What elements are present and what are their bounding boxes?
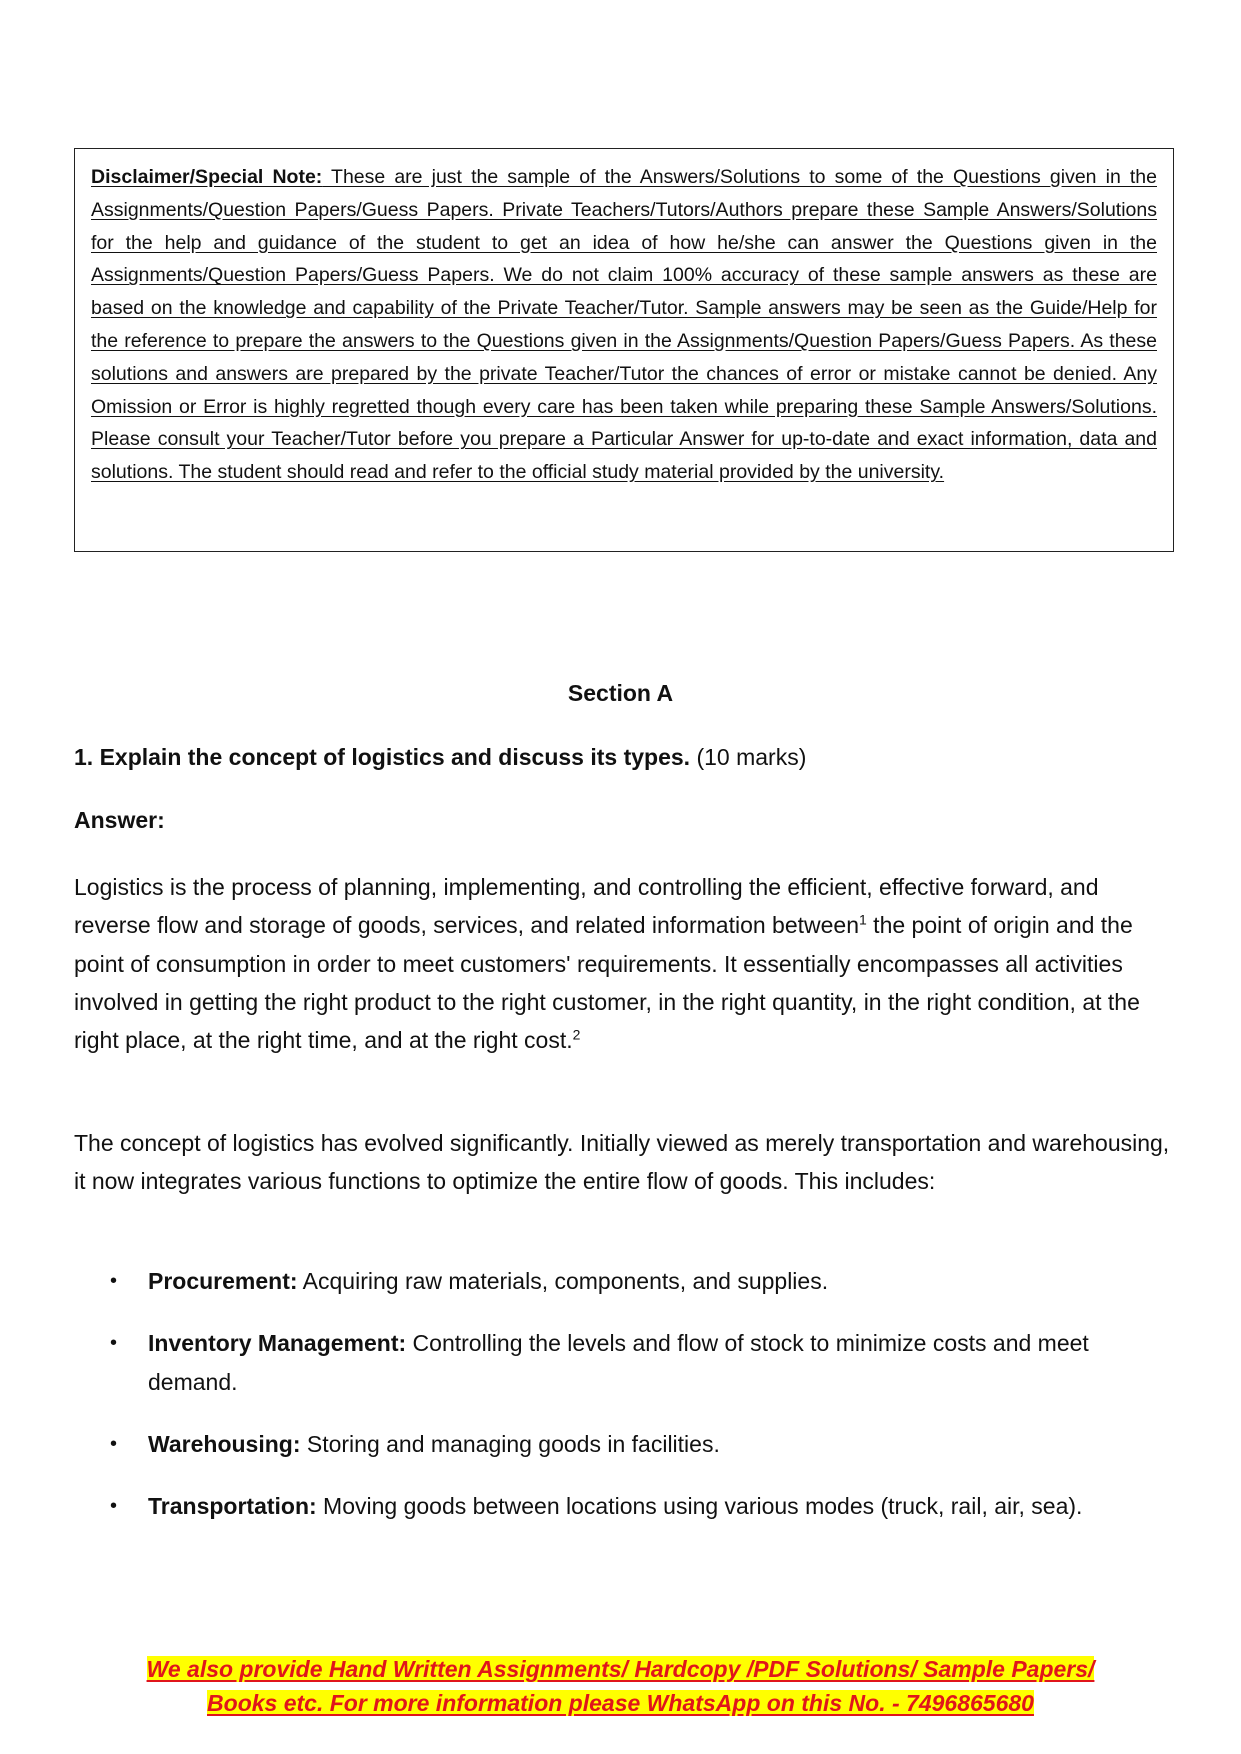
list-item-desc: Storing and managing goods in facilities. [300,1430,720,1457]
list-item-term: Procurement: [148,1268,298,1294]
list-item-desc: Moving goods between locations using various modes (truck, rail, air, sea). [316,1493,1083,1520]
list-item-term: Inventory Management: [148,1330,407,1357]
list-item-desc: Acquiring raw materials, components, and supplies. [297,1268,829,1294]
disclaimer-label: Disclaimer/Special Note: [91,166,323,188]
question-marks: (10 marks) [690,744,807,770]
promo-line-2: Books etc. For more information please WhatsApp on this No. - 7496865680 [207,1690,1034,1716]
list-item-desc: Controlling the levels and flow of stock to minimize costs and meet demand. [148,1330,1089,1395]
list-item-warehousing [74,1425,1179,1463]
disclaimer-text: These are just the sample of the Answers/Solutions to some of the Questions given in the Assignments/Question Papers/Guess Papers. Private Teachers/Tutors/Authors prepare these Sample Answers/Solutions for the help and guidance of the student to get an idea of how he/she can answer the Questions given in the Assignments/Question Papers/Guess Papers. We do not claim 100% accuracy of these sample answers as these are based on the knowledge and capability of the Private Teacher/Tutor. Sample answers may be seen as the Guide/Help for the reference to prepare the answers to the Questions given in the Assignments/Question Papers/Guess Papers. As these solutions and answers are prepared by the private Teacher/Tutor the chances of error or mistake cannot be denied. Any Omission or Error is highly regretted though every care has been taken while preparing these Sample Answers/Solutions. Please consult your Teacher/Tutor before you prepare a Particular Answer for up-to-date and exact information, data and solutions. The student should read and refer to the official study material provided by the university. [91,166,1157,484]
promo-footer [0,1652,1241,1720]
answer-paragraph-2: The concept of logistics has evolved significantly. Initially viewed as merely transportation and warehousing, it now integrates various functions to optimize the entire flow of goods. This includes: [74,1130,1170,1195]
bullet-icon: • [110,1270,118,1292]
question [74,744,806,771]
answer-label: Answer: [74,807,165,833]
list-item-procurement [74,1262,1179,1300]
list-item-transportation [74,1487,1179,1525]
bullet-icon: • [110,1332,118,1355]
disclaimer-box [74,148,1174,552]
bullet-icon: • [110,1432,118,1455]
paragraph1-part1: Logistics is the process of planning, implementing, and controlling the efficient, effective forward, and reverse flow and storage of goods, services, and related information between [74,874,1099,939]
bullet-icon: • [110,1495,118,1518]
footnote-1: 1 [859,911,867,928]
list-item-term: Transportation: [148,1493,317,1520]
promo-line-1: We also provide Hand Written Assignments/ Hardcopy /PDF Solutions/ Sample Papers/ [146,1656,1095,1682]
functions-list [74,1262,1179,1549]
footnote-2: 2 [572,1026,581,1043]
section-title: Section A [567,680,674,706]
answer-paragraph-1 [74,868,1179,1059]
paragraph1-part2: the point of origin and the point of consumption in order to meet customers' requirements. It essentially encompasses all activities involved in getting the right product to the right customer, in the right quantity, in the right condition, at the right place, at the right time, and at the right cost. [74,912,1140,1054]
list-item-term: Warehousing: [148,1430,301,1457]
question-text: 1. Explain the concept of logistics and discuss its types. [74,744,691,770]
list-item-inventory [74,1324,1179,1401]
